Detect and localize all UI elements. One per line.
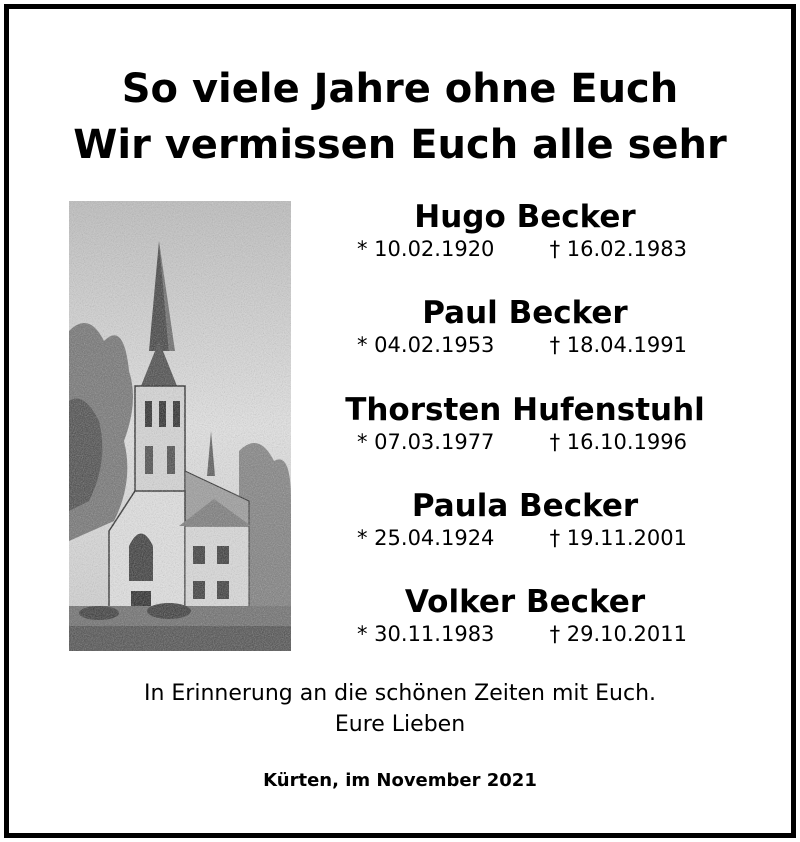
headline-line-1: So viele Jahre ohne Euch — [121, 66, 679, 112]
birth-date: * 30.11.1983 — [357, 622, 495, 646]
church-image — [69, 201, 291, 651]
person-entry — [339, 488, 711, 552]
person-name: Paula Becker — [411, 488, 639, 524]
birth-date: * 07.03.1977 — [357, 430, 495, 454]
person-dates — [339, 428, 711, 456]
person-entry — [339, 295, 711, 359]
person-entry — [339, 392, 711, 456]
birth-date: * 25.04.1924 — [357, 526, 495, 550]
obituary-card — [4, 4, 796, 838]
person-name: Hugo Becker — [414, 199, 636, 235]
birth-date: * 10.02.1920 — [357, 237, 495, 261]
closing-line-1: In Erinnerung an die schönen Zeiten mit Euch. — [143, 681, 657, 706]
person-entry — [339, 584, 711, 648]
person-name: Volker Becker — [404, 584, 646, 620]
death-date: † 18.04.1991 — [549, 333, 687, 357]
person-dates — [339, 620, 711, 648]
birth-date: * 04.02.1953 — [357, 333, 495, 357]
closing-line-2: Eure Lieben — [334, 712, 466, 737]
death-date: † 16.10.1996 — [549, 430, 687, 454]
person-name: Thorsten Hufenstuhl — [345, 392, 705, 428]
death-date: † 16.02.1983 — [549, 237, 687, 261]
person-entry — [339, 199, 711, 263]
person-name: Paul Becker — [422, 295, 628, 331]
person-dates — [339, 331, 711, 359]
death-date: † 19.11.2001 — [549, 526, 687, 550]
place-date: Kürten, im November 2021 — [263, 770, 537, 791]
death-date: † 29.10.2011 — [549, 622, 687, 646]
person-dates — [339, 524, 711, 552]
person-dates — [339, 235, 711, 263]
headline-line-2: Wir vermissen Euch alle sehr — [73, 122, 727, 168]
